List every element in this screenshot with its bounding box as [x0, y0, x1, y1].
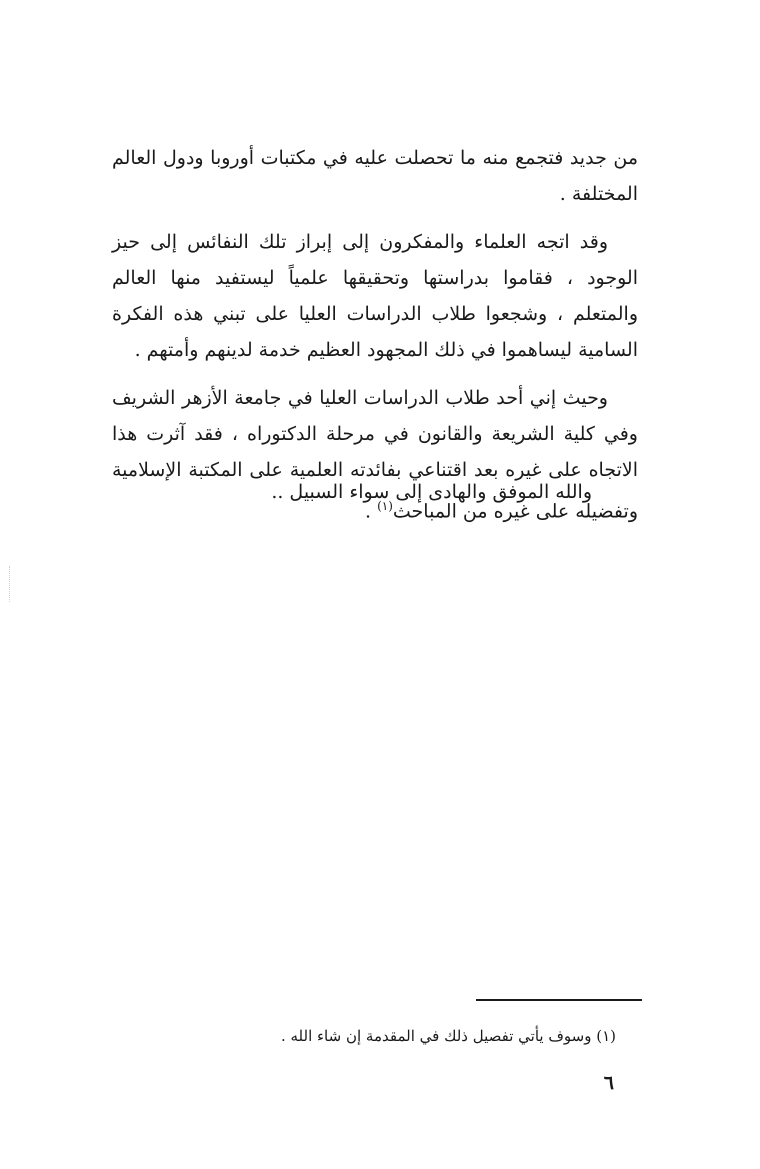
scan-margin-mark: [9, 566, 12, 602]
footnote-divider: [476, 999, 642, 1001]
paragraph-end-mark: .: [364, 500, 378, 523]
paragraph-scholars: وقد اتجه العلماء والمفكرون إلى إبراز تلك النفائس إلى حيز الوجود ، فقاموا بدراستها وتحقيقها علمياً ليستفيد منها العالم والمتعلم ، وشجعوا طلاب الدراسات العليا على تبني هذه الفكرة السامية ليساهموا في ذلك المجهود العظيم خدمة لدينهم وأمتهم .: [112, 231, 638, 361]
footnote-text: (١) وسوف يأتي تفصيل ذلك في المقدمة إن شاء الله .: [280, 1027, 616, 1045]
page-number: ٦: [603, 1072, 614, 1094]
closing-line: والله الموفق والهادى إلى سواء السبيل ..: [271, 481, 592, 503]
paragraph-continuation: من جديد فتجمع منه ما تحصلت عليه في مكتبات أوروبا ودول العالم المختلفة .: [112, 147, 638, 205]
paragraph-author-text: وحيث إني أحد طلاب الدراسات العليا في جامعة الأزهر الشريف وفي كلية الشريعة والقانون في مرحلة الدكتوراه ، فقد آثرت هذا الاتجاه على غيره بعد اقتناعي بفائدته العلمية على المكتبة الإسلامية وتفضيله على غيره من المباحث: [112, 387, 638, 523]
footnote-reference: (١): [377, 499, 393, 513]
